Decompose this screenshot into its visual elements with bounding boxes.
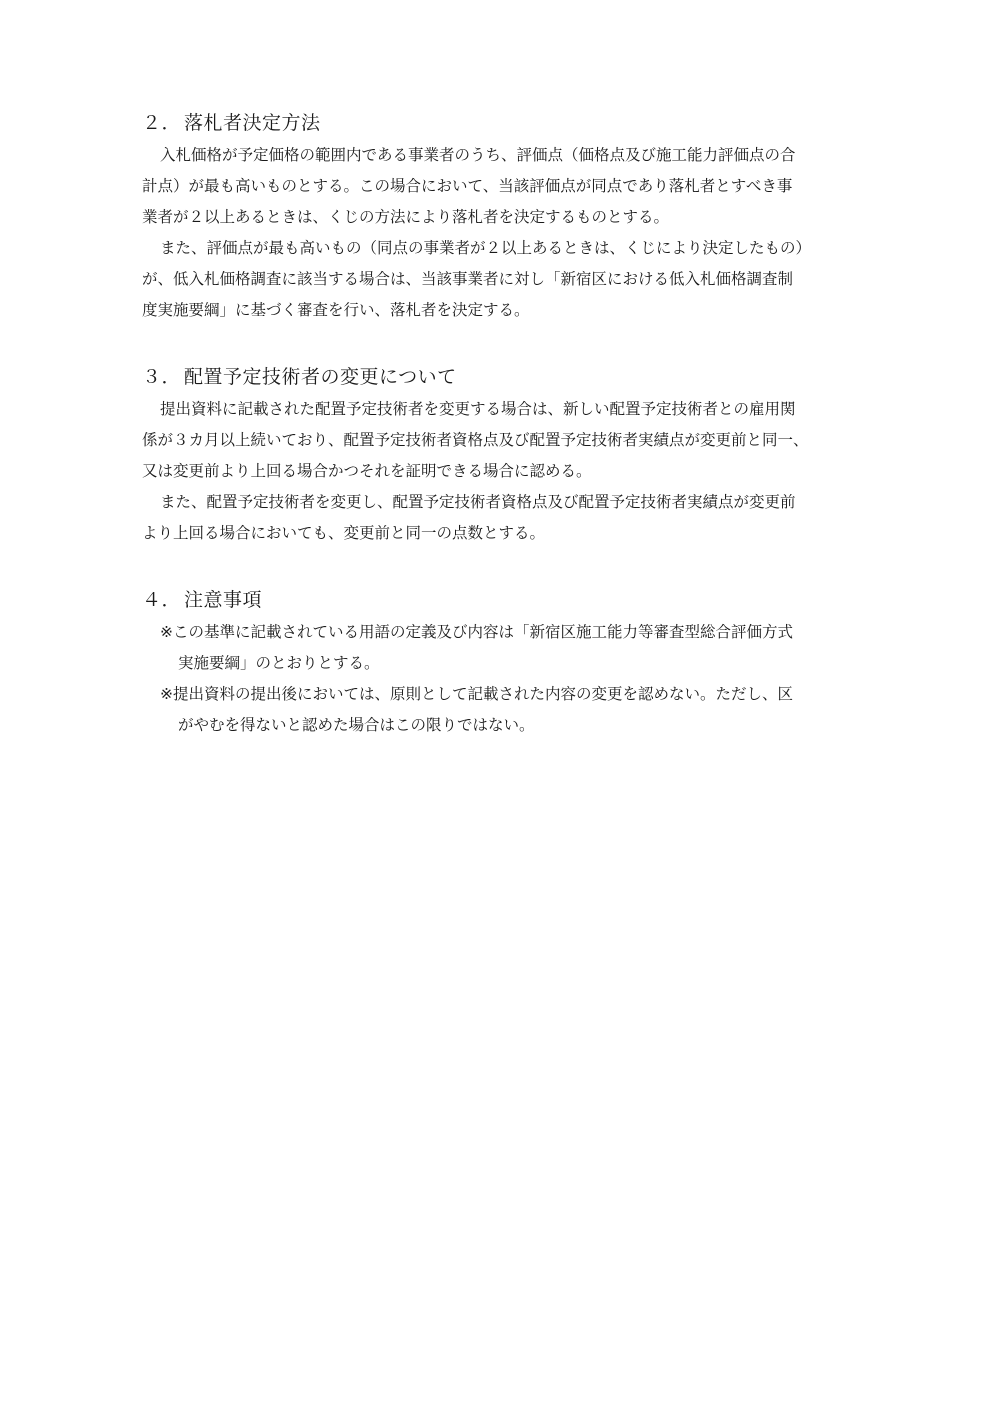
note-line: ※この基準に記載されている用語の定義及び内容は「新宿区施工能力等審査型総合評価方式	[160, 623, 793, 641]
section-heading	[142, 360, 892, 394]
paragraph-line: 係が３カ月以上続いており、配置予定技術者資格点及び配置予定技術者実績点が変更前と同一、	[142, 431, 809, 449]
paragraph-line: 度実施要綱」に基づく審査を行い、落札者を決定する。	[142, 301, 530, 319]
section-heading	[142, 106, 892, 140]
document-page	[142, 106, 892, 775]
section-heading	[142, 583, 892, 617]
paragraph-line: より上回る場合においても、変更前と同一の点数とする。	[142, 524, 546, 542]
paragraph-line: が、低入札価格調査に該当する場合は、当該事業者に対し「新宿区における低入札価格調査制	[142, 270, 794, 288]
section-notes	[142, 583, 892, 741]
section-number: ３．	[142, 366, 182, 388]
section-title: 落札者決定方法	[184, 112, 321, 134]
paragraph-line: 提出資料に記載された配置予定技術者を変更する場合は、新しい配置予定技術者との雇用関	[160, 400, 796, 418]
paragraph-line: また、配置予定技術者を変更し、配置予定技術者資格点及び配置予定技術者実績点が変更前	[160, 493, 796, 511]
section-engineer-change	[142, 360, 892, 549]
note-line: 実施要綱」のとおりとする。	[178, 654, 380, 672]
section-number: ４．	[142, 589, 182, 611]
section-title: 注意事項	[184, 589, 263, 611]
paragraph-line: 業者が２以上あるときは、くじの方法により落札者を決定するものとする。	[142, 208, 670, 226]
paragraph-line: 入札価格が予定価格の範囲内である事業者のうち、評価点（価格点及び施工能力評価点の合	[160, 146, 796, 164]
paragraph-line: また、評価点が最も高いもの（同点の事業者が２以上あるときは、くじにより決定したもの）	[160, 239, 812, 257]
note-line: がやむを得ないと認めた場合はこの限りではない。	[178, 716, 535, 734]
paragraph-line: 計点）が最も高いものとする。この場合において、当該評価点が同点であり落札者とすべき事	[142, 177, 793, 195]
section-bid-winner-decision	[142, 106, 892, 326]
section-title: 配置予定技術者の変更について	[184, 366, 457, 388]
paragraph-line: 又は変更前より上回る場合かつそれを証明できる場合に認める。	[142, 462, 592, 480]
section-number: ２．	[142, 112, 182, 134]
note-line: ※提出資料の提出後においては、原則として記載された内容の変更を認めない。ただし、区	[160, 685, 793, 703]
